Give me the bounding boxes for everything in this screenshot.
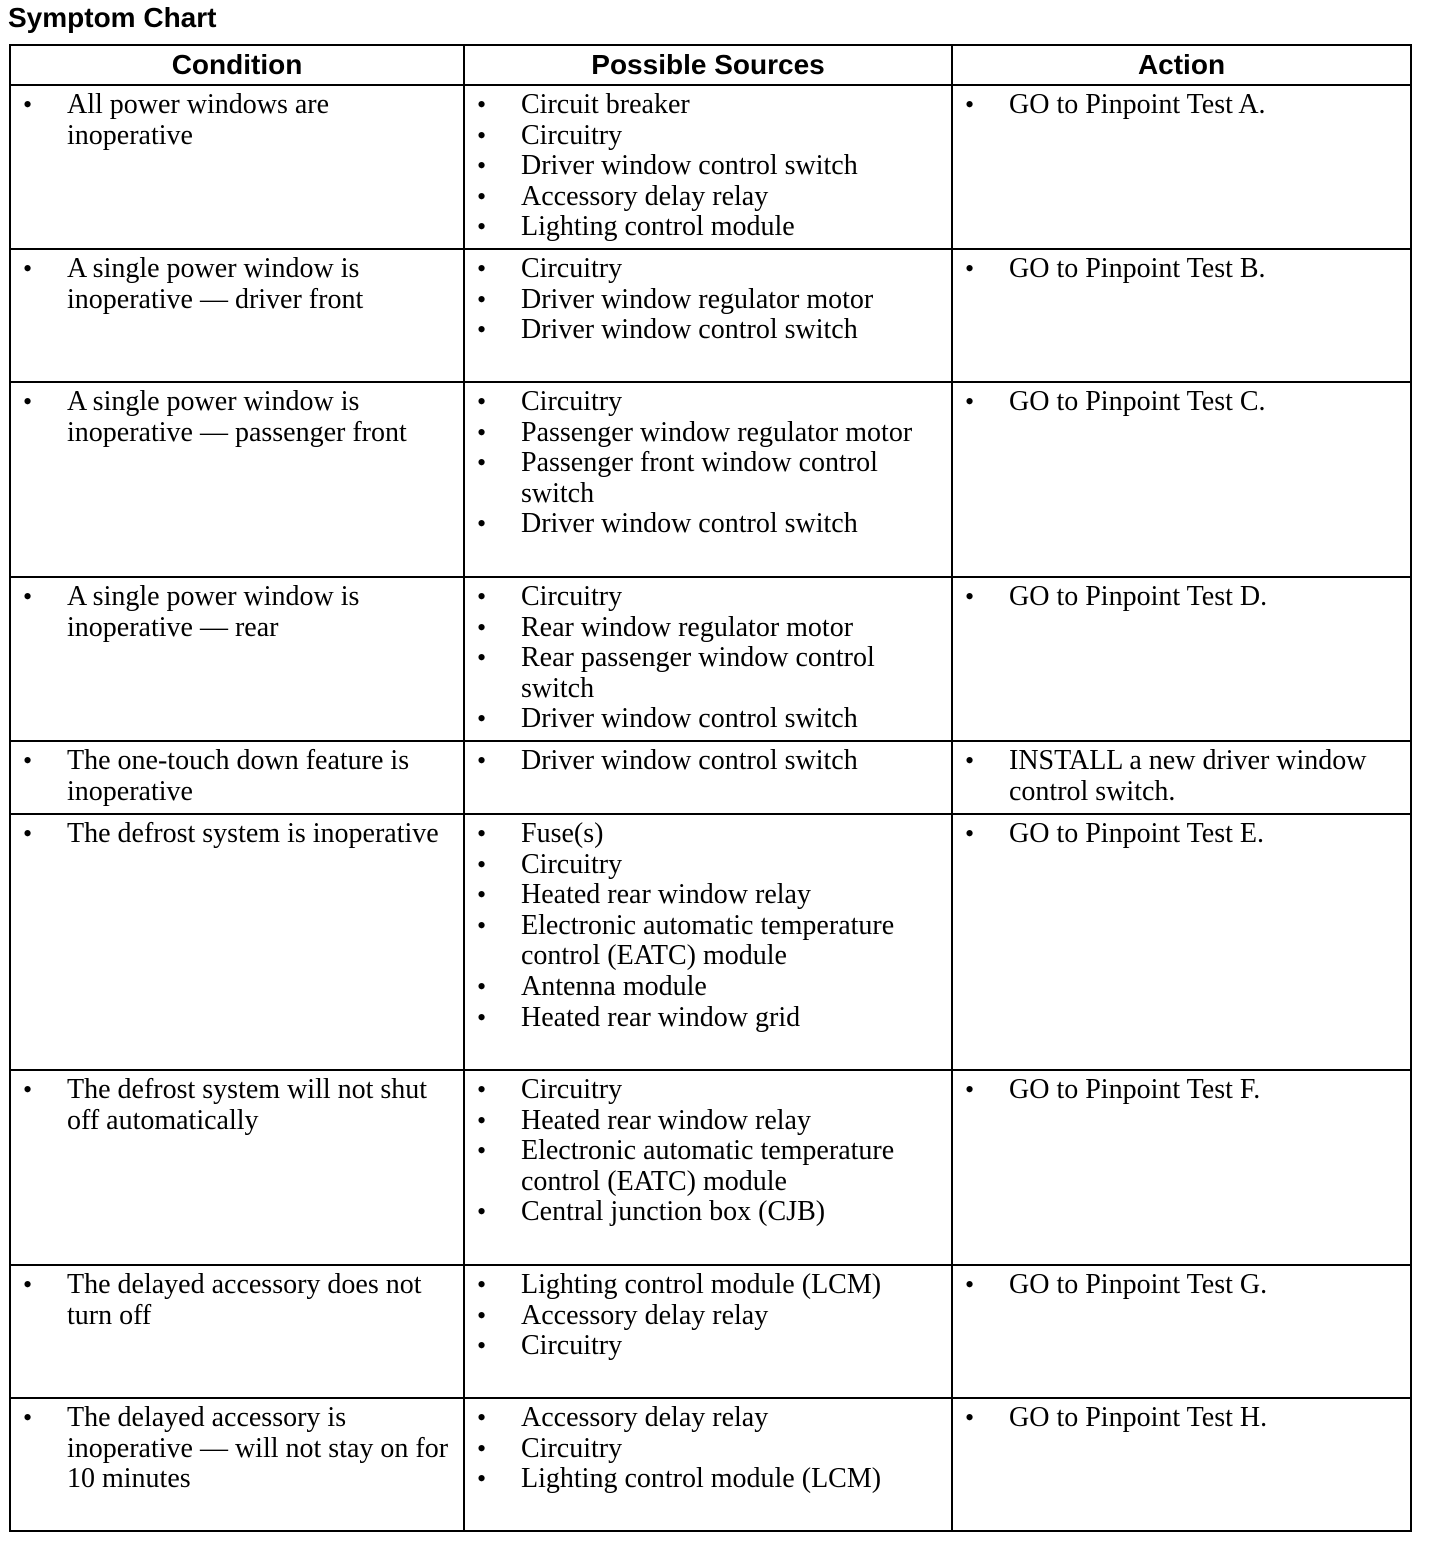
bullet-icon: • [477,284,487,314]
source-item-text: Driver window regulator motor [521,283,874,315]
source-item [477,643,945,704]
source-item-text: Driver window control switch [521,745,858,776]
bullet-list [953,1399,1410,1436]
condition-item [23,90,457,151]
bullet-icon: • [477,582,487,611]
bullet-icon: • [477,417,487,447]
source-item [477,1136,945,1197]
bullet-icon: • [477,704,487,734]
bullet-list [11,1071,463,1138]
source-item [477,182,945,213]
source-item [477,1434,945,1465]
bullet-icon: • [477,880,487,910]
bullet-icon: • [477,746,487,775]
source-item [477,850,945,881]
condition-item [23,746,457,807]
bullet-icon: • [477,1075,487,1104]
table-row [10,741,1411,814]
column-header-condition: Condition [10,45,464,85]
source-item-text: Lighting control module (LCM) [521,1463,882,1495]
action-item [965,387,1404,418]
source-item [477,1003,945,1034]
source-item [477,1270,945,1301]
source-item [477,418,945,449]
bullet-icon: • [965,582,975,611]
source-item [477,315,945,346]
sources-cell [464,249,952,382]
source-item-text: Fuse(s) [521,818,604,849]
source-item-text: Circuit breaker [521,89,690,120]
bullet-icon: • [23,1403,33,1432]
action-cell [952,382,1411,577]
symptom-table [9,44,1412,1532]
source-item-text: Circuitry [521,848,623,880]
source-item [477,704,945,735]
header-row [10,45,1411,85]
source-item-text: Circuitry [521,1330,623,1362]
bullet-icon: • [477,971,487,1001]
condition-cell [10,382,464,577]
action-item-text: GO to Pinpoint Test G. [1009,1269,1268,1300]
action-item-text: GO to Pinpoint Test D. [1009,581,1268,612]
source-item [477,448,945,509]
action-item-text: GO to Pinpoint Test H. [1009,1402,1268,1433]
action-item [965,1403,1404,1434]
source-item-text: Accessory delay relay [521,180,769,212]
source-item-text: Central junction box (CJB) [521,1196,826,1228]
source-item [477,509,945,540]
bullet-icon: • [477,1433,487,1463]
bullet-icon: • [477,448,487,478]
bullet-list [11,742,463,809]
action-cell [952,1070,1411,1265]
bullet-icon: • [477,1002,487,1032]
source-item [477,1075,945,1106]
action-item-text: GO to Pinpoint Test A. [1009,89,1266,120]
action-item-text: INSTALL a new driver window control switch. [1009,745,1367,807]
table-row [10,1265,1411,1398]
bullet-list [953,1071,1410,1108]
bullet-icon: • [965,746,975,775]
condition-item-text: A single power window is inoperative — driver front [67,253,364,315]
action-item-text: GO to Pinpoint Test E. [1009,818,1264,849]
bullet-icon: • [23,819,33,848]
bullet-list [465,742,951,779]
action-cell [952,741,1411,814]
source-item [477,151,945,182]
source-item-text: Accessory delay relay [521,1299,769,1331]
sources-cell [464,1070,952,1265]
bullet-icon: • [477,254,487,283]
condition-item-text: The one-touch down feature is inoperative [67,745,410,807]
bullet-list [11,250,463,317]
condition-item [23,582,457,643]
table-row [10,1398,1411,1531]
condition-item [23,1403,457,1495]
bullet-list [465,1399,951,1497]
condition-item [23,1075,457,1136]
source-item-text: Driver window control switch [521,150,858,182]
source-item [477,1106,945,1137]
bullet-icon: • [965,819,975,848]
source-item [477,911,945,972]
sources-cell [464,1265,952,1398]
condition-cell [10,249,464,382]
bullet-icon: • [477,120,487,150]
bullet-icon: • [477,819,487,848]
condition-item [23,1270,457,1331]
condition-item-text: A single power window is inoperative — rear [67,581,360,643]
table-body [10,85,1411,1531]
condition-cell [10,85,464,249]
source-item-text: Circuitry [521,1432,623,1464]
action-item-text: GO to Pinpoint Test F. [1009,1074,1261,1105]
source-item-text: Circuitry [521,1074,623,1105]
action-item [965,746,1404,807]
bullet-icon: • [23,387,33,416]
bullet-icon: • [477,509,487,539]
source-item [477,582,945,613]
bullet-list [11,1266,463,1333]
source-item-text: Driver window control switch [521,508,858,540]
bullet-icon: • [477,212,487,242]
bullet-list [465,86,951,245]
condition-cell [10,741,464,814]
source-item-text: Lighting control module (LCM) [521,1269,882,1300]
bullet-icon: • [477,1105,487,1135]
source-item [477,1464,945,1495]
condition-cell [10,1070,464,1265]
bullet-icon: • [23,1075,33,1104]
source-item [477,90,945,121]
source-item [477,880,945,911]
action-cell [952,85,1411,249]
table-row [10,249,1411,382]
table-row [10,577,1411,741]
condition-cell [10,1265,464,1398]
bullet-icon: • [965,1403,975,1432]
bullet-icon: • [477,90,487,119]
bullet-icon: • [477,1403,487,1432]
condition-item-text: The defrost system will not shut off automatically [67,1074,428,1136]
bullet-icon: • [477,612,487,642]
bullet-list [11,86,463,153]
condition-item-text: All power windows are inoperative [67,89,330,151]
bullet-list [11,578,463,645]
bullet-icon: • [23,746,33,775]
bullet-list [465,815,951,1035]
source-item [477,121,945,152]
sources-cell [464,741,952,814]
source-item [477,1301,945,1332]
source-item [477,212,945,243]
condition-item-text: A single power window is inoperative — passenger front [67,386,407,448]
bullet-icon: • [477,1197,487,1227]
source-item [477,819,945,850]
sources-cell [464,1398,952,1531]
source-item-text: Electronic automatic temperature control (EATC) module [521,1135,895,1197]
table-row [10,382,1411,577]
column-header-action: Action [952,45,1411,85]
bullet-list [11,383,463,450]
source-item-text: Accessory delay relay [521,1402,769,1433]
bullet-list [465,1266,951,1364]
source-item [477,746,945,777]
source-item [477,1331,945,1362]
bullet-icon: • [23,582,33,611]
source-item [477,972,945,1003]
source-item [477,1197,945,1228]
action-cell [952,249,1411,382]
bullet-list [953,1266,1410,1303]
source-item-text: Circuitry [521,253,623,284]
bullet-list [465,578,951,737]
condition-item-text: The defrost system is inoperative [67,818,439,849]
action-item [965,90,1404,121]
source-item-text: Circuitry [521,386,623,417]
bullet-list [11,1399,463,1497]
bullet-icon: • [965,387,975,416]
bullet-list [953,578,1410,615]
source-item [477,285,945,316]
bullet-icon: • [965,1270,975,1299]
bullet-icon: • [477,1136,487,1166]
source-item-text: Heated rear window relay [521,879,811,911]
action-item [965,582,1404,613]
source-item-text: Lighting control module [521,211,795,243]
bullet-list [953,86,1410,123]
sources-cell [464,85,952,249]
action-item [965,254,1404,285]
source-item-text: Heated rear window relay [521,1104,811,1136]
table-row [10,1070,1411,1265]
source-item-text: Driver window control switch [521,703,858,735]
condition-item [23,387,457,448]
bullet-icon: • [477,643,487,673]
bullet-icon: • [477,1331,487,1361]
action-cell [952,1265,1411,1398]
bullet-list [465,250,951,348]
column-header-possible-sources: Possible Sources [464,45,952,85]
condition-item [23,254,457,315]
bullet-list [953,815,1410,852]
bullet-icon: • [477,1300,487,1330]
bullet-icon: • [965,254,975,283]
bullet-icon: • [477,387,487,416]
condition-cell [10,577,464,741]
source-item-text: Driver window control switch [521,314,858,346]
bullet-list [465,1071,951,1230]
sources-cell [464,814,952,1070]
action-cell [952,1398,1411,1531]
condition-item [23,819,457,850]
bullet-list [953,742,1410,809]
source-item-text: Passenger window regulator motor [521,416,913,448]
source-item [477,254,945,285]
action-item [965,819,1404,850]
bullet-icon: • [23,90,33,119]
bullet-list [11,815,463,852]
source-item-text: Antenna module [521,970,707,1002]
action-item-text: GO to Pinpoint Test B. [1009,253,1266,284]
condition-item-text: The delayed accessory is inoperative — will not stay on for 10 minutes [67,1402,449,1495]
bullet-icon: • [23,254,33,283]
table-row [10,814,1411,1070]
condition-cell [10,814,464,1070]
table-row [10,85,1411,249]
bullet-list [465,383,951,542]
bullet-icon: • [965,90,975,119]
source-item-text: Rear window regulator motor [521,611,854,643]
bullet-icon: • [477,181,487,211]
action-cell [952,577,1411,741]
bullet-icon: • [477,315,487,345]
source-item-text: Heated rear window grid [521,1001,801,1033]
condition-cell [10,1398,464,1531]
action-item [965,1075,1404,1106]
source-item [477,387,945,418]
chart-title: Symptom Chart [8,2,217,33]
source-item-text: Rear passenger window control switch [521,642,875,704]
source-item [477,613,945,644]
bullet-list [953,250,1410,287]
bullet-icon: • [477,1464,487,1494]
source-item [477,1403,945,1434]
condition-item-text: The delayed accessory does not turn off [67,1269,422,1331]
action-cell [952,814,1411,1070]
source-item-text: Circuitry [521,119,623,151]
bullet-icon: • [23,1270,33,1299]
bullet-icon: • [965,1075,975,1104]
bullet-list [953,383,1410,420]
source-item-text: Passenger front window control switch [521,447,878,509]
action-item [965,1270,1404,1301]
sources-cell [464,382,952,577]
bullet-icon: • [477,151,487,181]
bullet-icon: • [477,849,487,879]
action-item-text: GO to Pinpoint Test C. [1009,386,1266,417]
bullet-icon: • [477,910,487,940]
source-item-text: Electronic automatic temperature control (EATC) module [521,909,895,972]
bullet-icon: • [477,1270,487,1299]
source-item-text: Circuitry [521,581,623,612]
sources-cell [464,577,952,741]
